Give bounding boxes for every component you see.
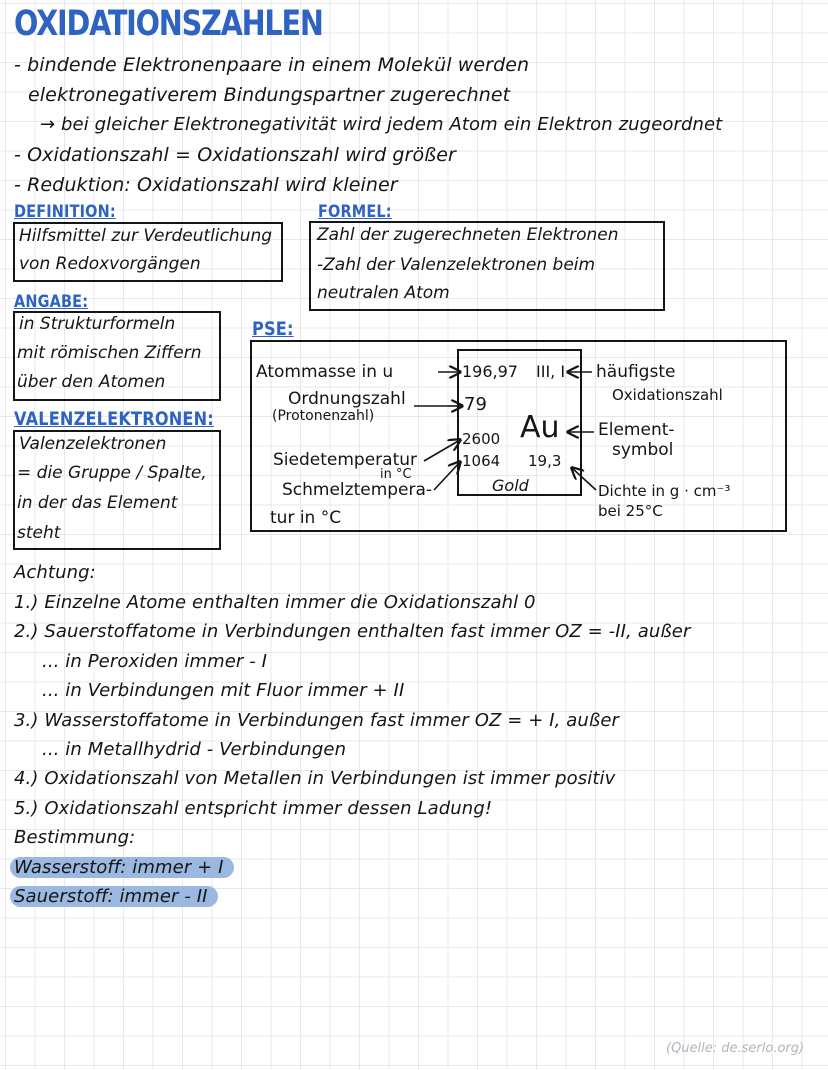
achtung-line: ... in Peroxiden immer - I	[42, 651, 268, 672]
label-symbol-1: Element-	[598, 420, 675, 440]
valenz-heading: VALENZELEKTRONEN:	[14, 408, 214, 430]
achtung-line: ... in Verbindungen mit Fluor immer + II	[42, 680, 405, 701]
element-melting: 1064	[462, 452, 501, 470]
achtung-line: 5.) Oxidationszahl entspricht immer dessen Ladung!	[14, 798, 493, 819]
label-haeufigste-1: häufigste	[596, 362, 676, 382]
element-boiling: 2600	[462, 430, 501, 448]
bestimmung-item-sauerstoff	[10, 886, 218, 907]
intro-line: - bindende Elektronenpaare in einem Molekül werden	[14, 54, 530, 76]
bestimmung-heading: Bestimmung:	[14, 827, 136, 848]
formel-line: -Zahl der Valenzelektronen beim	[317, 255, 596, 275]
arrow-schmelztemperatur	[434, 462, 460, 490]
formel-heading: FORMEL:	[318, 202, 392, 222]
achtung-heading: Achtung:	[14, 562, 96, 583]
element-number: 79	[464, 394, 487, 415]
intro-line: elektronegativerem Bindungspartner zugerechnet	[28, 84, 511, 106]
intro-line: - Oxidationszahl = Oxidationszahl wird größer	[14, 144, 456, 166]
intro-line: - Reduktion: Oxidationszahl wird kleiner	[14, 174, 398, 196]
achtung-line: 2.) Sauerstoffatome in Verbindungen enthalten fast immer OZ = -II, außer	[14, 621, 691, 642]
achtung-line: 4.) Oxidationszahl von Metallen in Verbindungen ist immer positiv	[14, 768, 616, 789]
label-ordnungszahl: Ordnungszahl	[288, 389, 406, 409]
formel-line: neutralen Atom	[317, 283, 450, 303]
label-dichte-1: Dichte in g · cm⁻³	[598, 482, 731, 500]
element-density: 19,3	[528, 452, 562, 470]
highlight-wasserstoff: Wasserstoff: immer + I	[10, 857, 234, 878]
source-note: (Quelle: de.serlo.org)	[666, 1041, 805, 1056]
valenz-line: Valenzelektronen	[19, 434, 167, 454]
label-schmelz-1: Schmelztempera-	[282, 480, 433, 500]
element-symbol: Au	[520, 410, 560, 445]
definition-heading: DEFINITION:	[14, 202, 116, 222]
page-title: OXIDATIONSZAHLEN	[14, 4, 323, 44]
label-siedetemperatur: Siedetemperatur	[273, 450, 417, 470]
label-atommasse: Atommasse in u	[256, 362, 394, 382]
label-protonenzahl: (Protonenzahl)	[272, 408, 375, 424]
achtung-line: 1.) Einzelne Atome enthalten immer die Oxidationszahl 0	[14, 592, 536, 613]
valenz-line: in der das Element	[17, 493, 178, 513]
label-haeufigste-2: Oxidationszahl	[612, 386, 723, 404]
label-dichte-2: bei 25°C	[598, 502, 663, 520]
label-schmelz-2: tur in °C	[270, 508, 342, 528]
angabe-line: in Strukturformeln	[19, 314, 176, 334]
angabe-heading: ANGABE:	[14, 292, 89, 312]
label-symbol-2: symbol	[612, 440, 674, 460]
valenz-line: steht	[17, 523, 61, 543]
pse-heading: PSE:	[252, 318, 294, 340]
valenz-line: = die Gruppe / Spalte,	[17, 463, 207, 483]
highlight-sauerstoff: Sauerstoff: immer - II	[10, 886, 218, 907]
element-mass: 196,97	[462, 362, 518, 381]
definition-line: Hilfsmittel zur Verdeutlichung	[19, 226, 273, 246]
achtung-line: 3.) Wasserstoffatome in Verbindungen fast immer OZ = + I, außer	[14, 710, 620, 731]
arrow-siedetemperatur	[424, 440, 460, 461]
formel-line: Zahl der zugerechneten Elektronen	[317, 225, 619, 245]
element-oxidation: III, I	[536, 362, 566, 381]
arrow-dichte	[572, 468, 596, 490]
achtung-line: ... in Metallhydrid - Verbindungen	[42, 739, 347, 760]
angabe-line: mit römischen Ziffern	[17, 343, 202, 363]
intro-line: → bei gleicher Elektronegativität wird jedem Atom ein Elektron zugeordnet	[40, 114, 723, 135]
element-name: Gold	[492, 476, 529, 495]
angabe-line: über den Atomen	[17, 372, 166, 392]
label-in-c: in °C	[380, 467, 412, 482]
bestimmung-item-wasserstoff	[10, 857, 234, 878]
definition-line: von Redoxvorgängen	[19, 254, 201, 274]
